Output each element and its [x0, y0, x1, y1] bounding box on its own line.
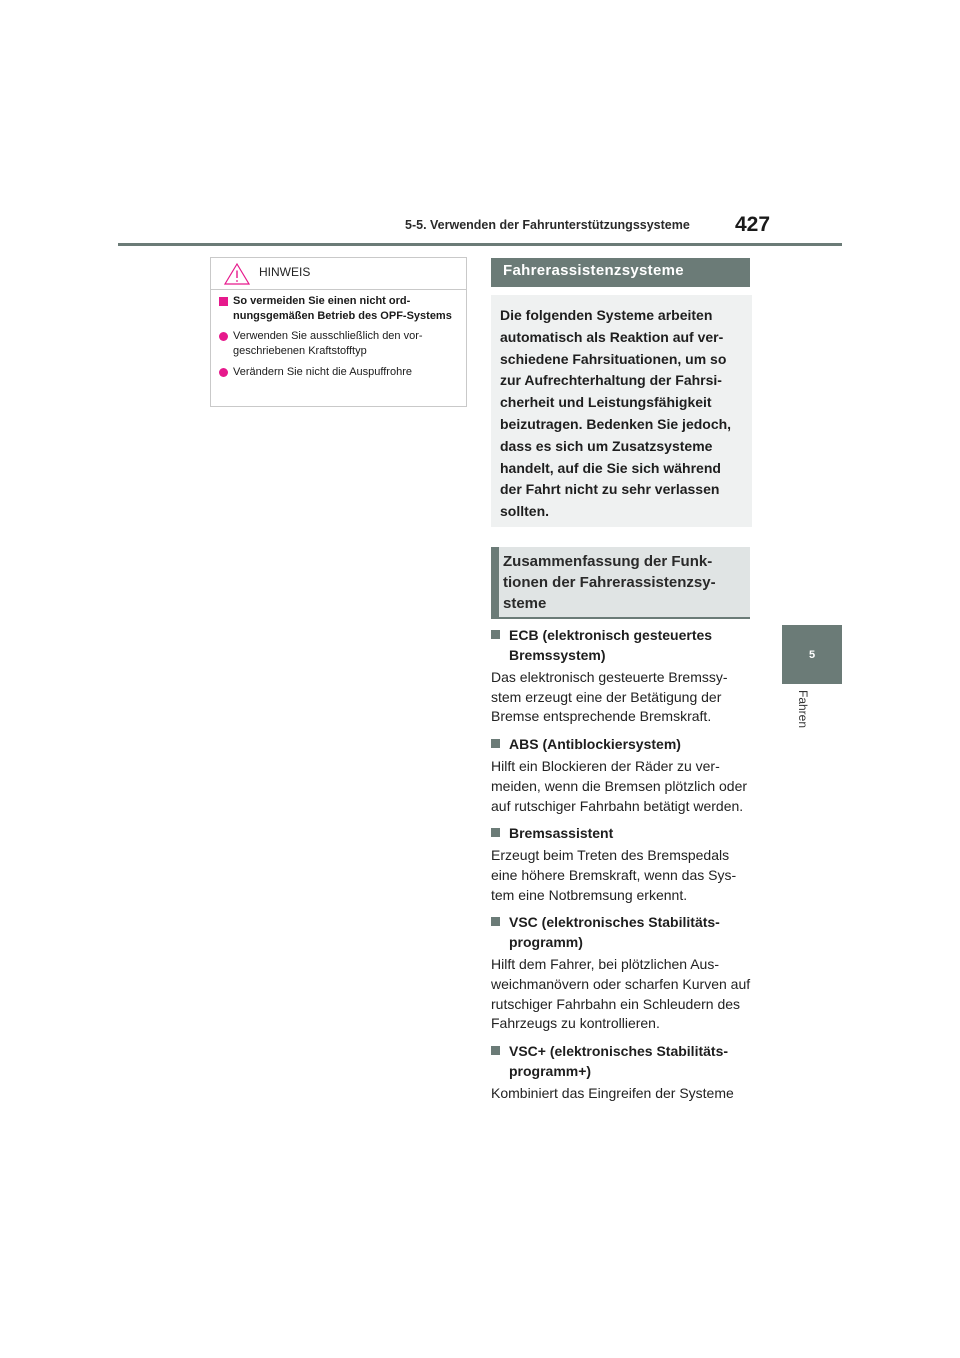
item-title: [491, 912, 753, 952]
gray-square-bullet-icon: [491, 828, 500, 837]
notice-box: [210, 257, 467, 407]
section-title-bar: Fahrerassistenzsysteme: [491, 258, 750, 287]
list-item: [491, 912, 753, 1034]
notice-label: HINWEIS: [259, 265, 311, 279]
item-text: Hilft ein Blockieren der Räder zu ver-meiden, wenn die Bremsen plötzlich oder auf rutschiger Fahrbahn betätigt werden.: [491, 758, 748, 814]
item-title: [491, 625, 753, 665]
item-text: Erzeugt beim Treten des Bremspedals eine höhere Bremskraft, wenn das Sys-tem eine Notbremsung erkennt.: [491, 847, 737, 903]
item-text: Hilft dem Fahrer, bei plötzlichen Aus-weichmanövern oder scharfen Kurven auf rutschiger Fahrbahn ein Schleudern des Fahrzeugs zu kontrollieren.: [491, 956, 751, 1032]
notice-item-text: Verwenden Sie ausschließlich den vor-geschriebenen Kraftstofftyp: [233, 330, 423, 357]
intro-box: Die folgenden Systeme arbeiten automatisch als Reaktion auf ver-schiedene Fahrsituationen, um so zur Aufrechterhaltung der Fahrsi-cherheit und Leistungsfähigkeit beizutragen. Bedenken Sie jedoch, dass es sich um Zusatzsysteme handelt, auf die Sie sich während der Fahrt nicht zu sehr verlassen sollten.: [491, 295, 752, 527]
header-section-title: 5-5. Verwenden der Fahrunterstützungssysteme: [405, 218, 690, 232]
notice-item: [219, 365, 458, 380]
notice-header: [211, 258, 466, 290]
item-title: [491, 734, 753, 754]
page-number: 427: [735, 213, 771, 236]
item-text: Das elektronisch gesteuerte Bremssy-stem erzeugt eine der Betätigung der Bremse entsprechende Bremskraft.: [491, 669, 728, 725]
list-item: [491, 823, 753, 905]
notice-heading: [219, 294, 458, 324]
pink-dot-bullet-icon: [219, 368, 228, 377]
subheading: Zusammenfassung der Funk-tionen der Fahrerassistenzsy-steme: [491, 547, 750, 619]
item-title: [491, 823, 753, 843]
gray-square-bullet-icon: [491, 630, 500, 639]
pink-dot-bullet-icon: [219, 332, 228, 341]
chapter-label: Fahren: [796, 690, 810, 729]
list-item: [491, 625, 753, 727]
item-title-text: VSC (elektronisches Stabilitäts-programm): [509, 914, 720, 951]
notice-body: [211, 290, 466, 380]
item-title-text: Bremsassistent: [509, 825, 614, 842]
gray-square-bullet-icon: [491, 917, 500, 926]
gray-square-bullet-icon: [491, 739, 500, 748]
item-title-text: VSC+ (elektronisches Stabilitäts-programm+): [509, 1043, 729, 1080]
chapter-tab: 5: [782, 625, 842, 684]
list-item: [491, 1041, 753, 1104]
notice-heading-text: So vermeiden Sie einen nicht ord-nungsgemäßen Betrieb des OPF-Systems: [233, 295, 452, 322]
gray-square-bullet-icon: [491, 1046, 500, 1055]
warning-triangle-icon: [224, 262, 250, 286]
item-text: Kombiniert das Eingreifen der Systeme: [491, 1085, 734, 1102]
notice-item: [219, 329, 458, 359]
item-title-text: ECB (elektronisch gesteuertes Bremssystem): [509, 627, 713, 663]
header-rule: [118, 243, 842, 246]
pink-square-bullet-icon: [219, 297, 228, 306]
list-item: [491, 734, 753, 816]
item-title: [491, 1041, 753, 1081]
content-list: [491, 625, 753, 1111]
notice-item-text: Verändern Sie nicht die Auspuffrohre: [233, 366, 412, 378]
item-title-text: ABS (Antiblockiersystem): [509, 736, 681, 753]
